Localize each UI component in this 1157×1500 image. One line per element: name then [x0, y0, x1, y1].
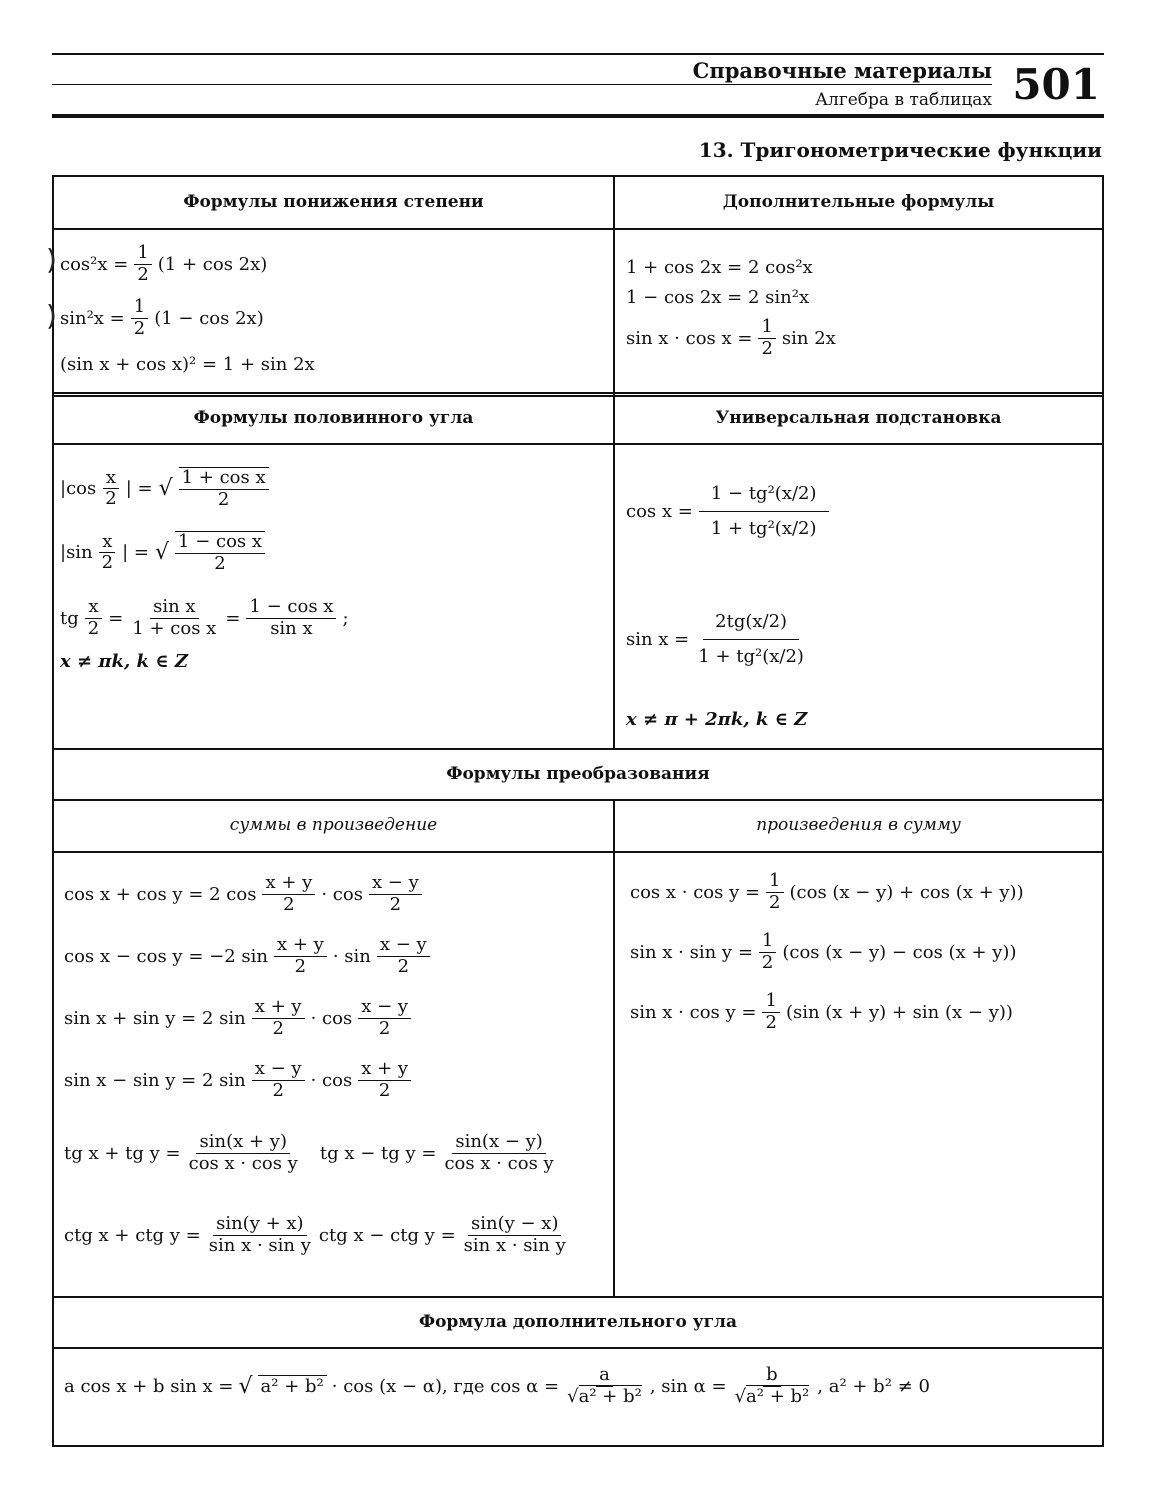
formula-universal-cos [626, 477, 829, 546]
fraction [134, 243, 151, 285]
formula-sin-times-sin [630, 931, 1016, 973]
formula-universal-sin [626, 605, 807, 674]
formula-mid: · cos [321, 883, 363, 905]
pencil-mark-icon: ) [46, 243, 57, 276]
formula-lhs: cos x = [626, 501, 693, 523]
header-rule-bottom [52, 114, 1104, 118]
fraction [695, 605, 807, 674]
fraction [369, 873, 422, 915]
denominator: 2 [101, 552, 114, 574]
sum-to-product-title: суммы в произведение [229, 815, 438, 835]
numerator: 1 − cos x [246, 597, 336, 619]
formula-aux-angle [64, 1365, 930, 1407]
formula-lhs: sin x · cos y = [630, 1001, 757, 1023]
fraction [129, 597, 219, 639]
header-subtitle: Алгебра в таблицах [815, 90, 992, 110]
formula-rhs: sin 2x [781, 327, 836, 349]
fraction [131, 297, 148, 339]
transformation-title: Формулы преобразования [446, 764, 710, 784]
fraction [699, 477, 829, 546]
formula-cos-times-cos [630, 871, 1024, 913]
numerator: x + y [252, 997, 305, 1019]
formula-lhs: |cos [60, 478, 97, 500]
formula-rhs: (sin (x + y) + sin (x − y)) [785, 1001, 1013, 1023]
formula-rhs: (1 − cos 2x) [154, 307, 264, 329]
denominator: 2 [133, 317, 146, 339]
numerator: 1 [759, 931, 776, 953]
fraction [252, 997, 305, 1039]
formula-lhs: sin x · sin y = [630, 941, 753, 963]
formula-mid: , sin α = [649, 1375, 727, 1397]
fraction [461, 1214, 569, 1256]
product-to-sum-title: произведения в сумму [756, 815, 961, 835]
fraction [85, 597, 102, 639]
numerator: 1 [766, 871, 783, 893]
formula-lhs: a cos x + b sin x = [64, 1375, 234, 1397]
header-rule-top [52, 53, 1104, 55]
numerator: sin(y − x) [468, 1214, 561, 1236]
formula-rhs: (1 + cos 2x) [157, 253, 268, 275]
formula-sin-squared [60, 297, 264, 339]
fraction [99, 532, 116, 574]
numerator: x − y [369, 873, 422, 895]
numerator: x + y [262, 873, 315, 895]
numerator: 1 [762, 991, 779, 1013]
numerator: sin(x − y) [452, 1132, 545, 1154]
numerator: x − y [377, 935, 430, 957]
numerator: 1 + cos x [179, 468, 269, 490]
formula-text: 1 + cos 2x = 2 cos²x [626, 257, 813, 278]
numerator: 1 [134, 243, 151, 265]
formula-end: , a² + b² ≠ 0 [817, 1375, 930, 1397]
sqrt-icon: √ [734, 1385, 747, 1407]
condition-text: x ≠ πk, k ∈ Z [60, 651, 188, 672]
universal-substitution-title: Универсальная подстановка [715, 408, 1002, 428]
denominator: cos x · cos y [188, 1152, 298, 1174]
fraction [274, 935, 327, 977]
formula-lhs: sin²x = [60, 307, 125, 329]
denominator: 2 [761, 951, 774, 973]
numerator: sin(y + x) [213, 1214, 306, 1236]
denominator: sin x · sin y [463, 1234, 566, 1256]
fraction [377, 935, 430, 977]
denominator: 2 [765, 1011, 777, 1033]
header-title: Справочные материалы [692, 58, 992, 83]
denominator: 2 [397, 955, 410, 977]
numerator: sin(x + y) [196, 1132, 289, 1154]
numerator: x [99, 532, 115, 554]
denominator: 2 [378, 1079, 391, 1101]
equals-sign: = [108, 607, 124, 629]
formula-mid: · cos (x − α), где cos α = [331, 1375, 560, 1397]
formula-half-tg [60, 597, 349, 639]
denominator: 2 [105, 488, 117, 510]
denominator: 2 [272, 1017, 284, 1039]
fraction [252, 1059, 305, 1101]
formula-lhs: cos x − cos y = −2 sin [64, 945, 268, 967]
denominator: 2 [272, 1079, 284, 1101]
numerator: x [103, 468, 119, 490]
formula-lhs: sin x + sin y = 2 sin [64, 1007, 246, 1029]
numerator: a [596, 1365, 613, 1387]
denominator: 2 [283, 893, 295, 915]
fraction [358, 1059, 411, 1101]
formula-sin-plus-sin [64, 997, 411, 1039]
formula-table [46, 175, 1104, 1447]
pencil-mark-icon: ) [46, 299, 57, 332]
row-divider [54, 228, 1102, 230]
sqrt-icon: √ [238, 1373, 253, 1399]
numerator: x − y [358, 997, 411, 1019]
fraction [179, 467, 269, 510]
numerator: x [85, 597, 101, 619]
fraction [762, 991, 779, 1033]
fraction [262, 873, 315, 915]
formula-text: 1 − cos 2x = 2 sin²x [626, 287, 810, 308]
denominator: 2 [378, 1017, 391, 1039]
formula-rhs: (cos (x − y) + cos (x + y)) [789, 881, 1024, 903]
denominator: 2 [389, 893, 402, 915]
formula-mid: tg x − tg y = [319, 1142, 437, 1164]
formula-mid: | = [125, 478, 153, 500]
formula-lhs: sin x = [626, 629, 690, 651]
formula-sin-times-cos [630, 991, 1013, 1033]
formula-mid: · cos [310, 1007, 353, 1029]
formula-mid: · sin [332, 945, 371, 967]
formula-text: (sin x + cos x)² = 1 + sin 2x [60, 354, 315, 375]
formula-lhs: sin x · cos x = [626, 327, 753, 349]
fraction [175, 531, 265, 574]
formula-half-sin [60, 531, 265, 574]
column-divider [613, 799, 615, 1296]
denominator [564, 1387, 645, 1408]
denominator: 2 [217, 488, 230, 510]
formula-rhs: (cos (x − y) − cos (x + y)) [782, 941, 1017, 963]
formula-sum-squared [60, 354, 315, 375]
denominator: 1 + tg²(x/2) [710, 518, 817, 540]
denominator: cos x · cos y [444, 1152, 554, 1174]
denominator: 2 [769, 891, 781, 913]
numerator: 1 [758, 317, 775, 339]
row-divider [54, 1347, 1102, 1349]
denominator: sin x · sin y [208, 1234, 311, 1256]
denominator: sin x [270, 617, 313, 639]
radicand: a² + b² [578, 1385, 642, 1407]
formula-cos-plus-cos [64, 873, 422, 915]
formula-cos-squared [60, 243, 267, 285]
numerator: x − y [252, 1059, 305, 1081]
half-angle-title: Формулы половинного угла [193, 408, 474, 428]
formula-mid: ctg x − ctg y = [318, 1224, 456, 1246]
row-divider [54, 443, 1102, 445]
denominator: 2 [761, 337, 773, 359]
formula-half-cos [60, 467, 269, 510]
formula-lhs: cos x + cos y = 2 cos [64, 883, 257, 905]
formula-mid: · cos [310, 1069, 353, 1091]
formula-lhs: tg [60, 607, 79, 629]
numerator: 1 − cos x [175, 532, 265, 554]
half-angle-condition [60, 651, 188, 672]
denominator: 1 + tg²(x/2) [698, 646, 804, 668]
page-number: 501 [1012, 60, 1100, 109]
fraction [564, 1365, 645, 1407]
fraction [759, 931, 776, 973]
row-divider [54, 851, 1102, 853]
fraction [766, 871, 783, 913]
formula-lhs: cos²x = [60, 253, 129, 275]
fraction [246, 597, 336, 639]
numerator: 1 [131, 297, 148, 319]
formula-mid: | = [122, 542, 149, 564]
denominator: 1 + cos x [132, 617, 217, 639]
formula-lhs: tg x + tg y = [64, 1142, 181, 1164]
fraction [441, 1132, 556, 1174]
denominator: 2 [87, 617, 100, 639]
numerator: 2tg(x/2) [703, 605, 799, 640]
numerator: sin x [150, 597, 198, 619]
formula-lhs: |sin [60, 542, 93, 564]
numerator: b [763, 1365, 781, 1387]
denominator: 2 [294, 955, 307, 977]
header-rule-middle [52, 84, 992, 85]
fraction [102, 468, 119, 510]
equals-sign: = [225, 607, 241, 629]
formula-one-minus-cos [626, 287, 809, 308]
condition-text: x ≠ π + 2πk, k ∈ Z [626, 709, 808, 730]
numerator: 1 − tg²(x/2) [699, 477, 829, 512]
radicand: a² + b² [746, 1385, 810, 1407]
formula-ctg-sum-diff [64, 1214, 569, 1256]
universal-condition [626, 709, 807, 730]
numerator: x + y [274, 935, 327, 957]
formula-lhs: ctg x + ctg y = [64, 1224, 201, 1246]
formula-cos-minus-cos [64, 935, 430, 977]
formula-lhs: sin x − sin y = 2 sin [64, 1069, 246, 1091]
numerator: x + y [358, 1059, 411, 1081]
semicolon: ; [342, 607, 349, 629]
sqrt-icon: √ [158, 476, 173, 502]
column-divider [613, 177, 615, 748]
fraction [758, 317, 775, 359]
section-title: 13. Тригонометрические функции [698, 138, 1102, 162]
denominator: 2 [137, 263, 149, 285]
additional-formulas-title: Дополнительные формулы [722, 192, 995, 212]
formula-sin-minus-sin [64, 1059, 411, 1101]
fraction [358, 997, 411, 1039]
fraction [732, 1365, 813, 1407]
formula-one-plus-cos [626, 257, 813, 278]
sqrt-icon: √ [154, 540, 170, 566]
formula-tg-sum-diff [64, 1132, 557, 1174]
formula-sin-cos-product [626, 317, 836, 359]
sqrt-icon: √ [567, 1385, 579, 1407]
denominator [732, 1387, 813, 1408]
denominator: 2 [214, 552, 226, 574]
fraction [186, 1132, 301, 1174]
aux-angle-title: Формула дополнительного угла [418, 1312, 738, 1332]
power-reduction-title: Формулы понижения степени [183, 192, 484, 212]
formula-lhs: cos x · cos y = [630, 881, 761, 903]
radicand: a² + b² [258, 1375, 327, 1397]
fraction [206, 1214, 314, 1256]
